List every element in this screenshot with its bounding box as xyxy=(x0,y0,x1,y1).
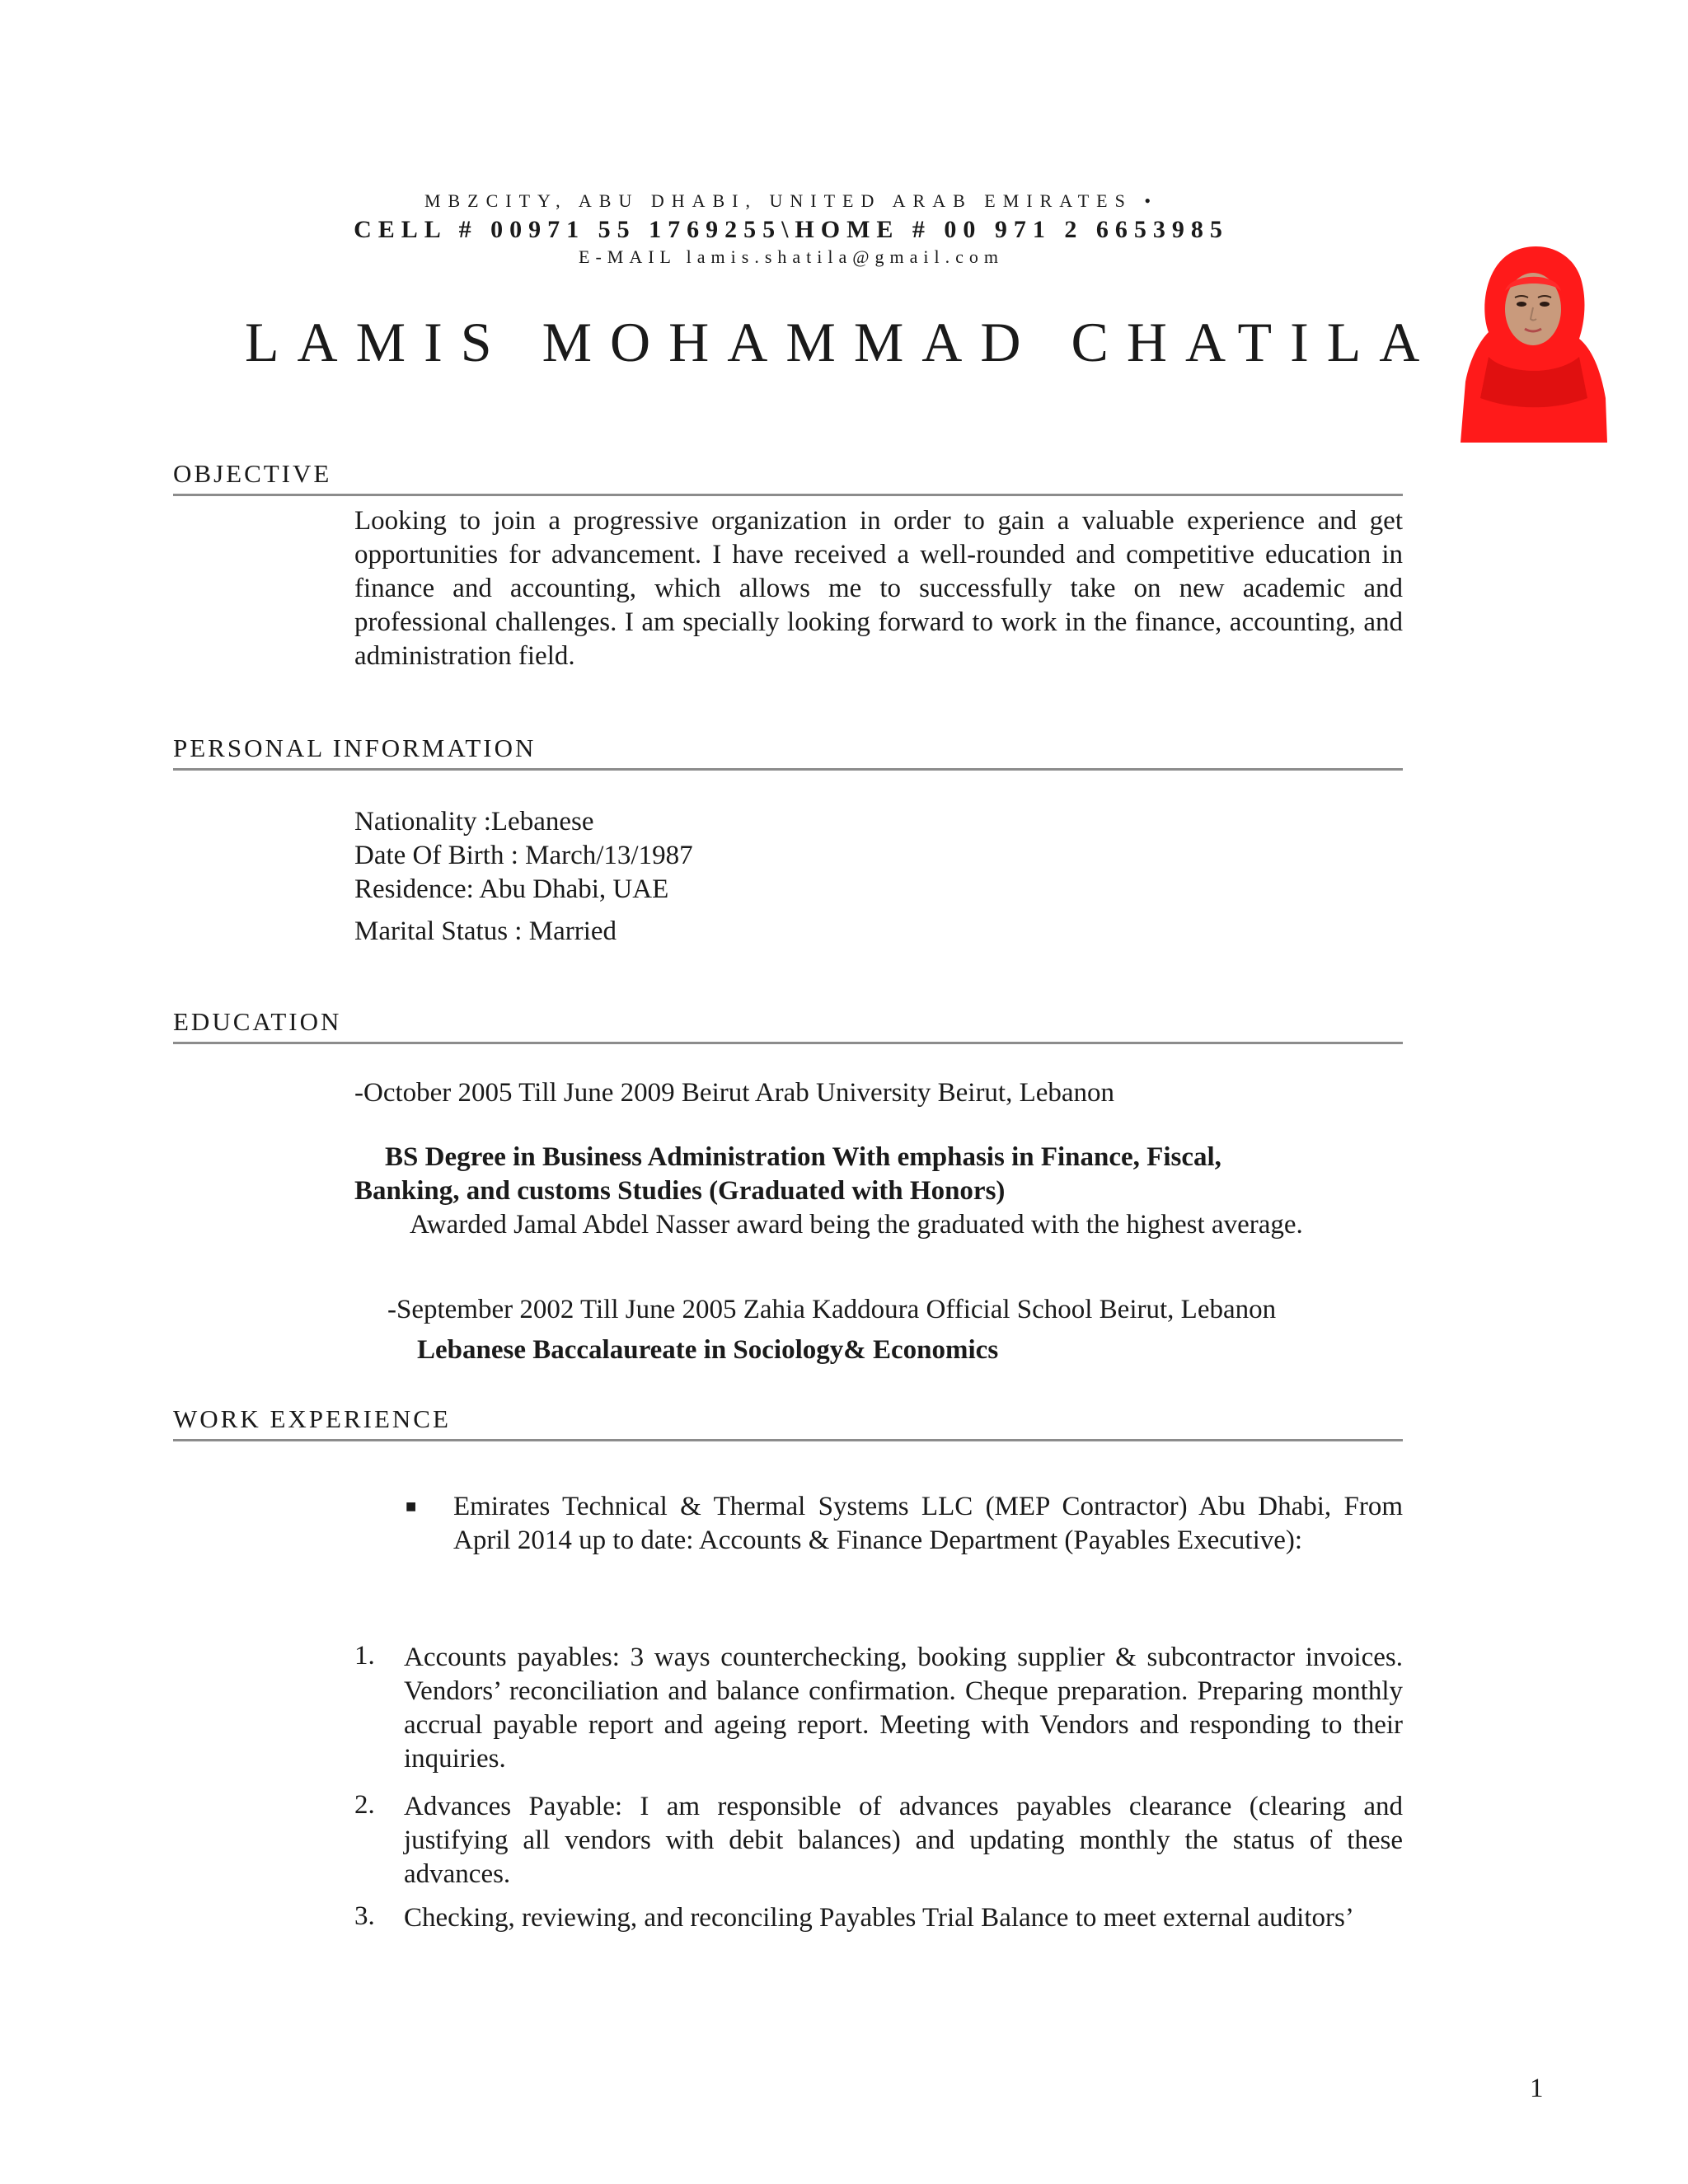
contact-address: MBZCITY, ABU DHABI, UNITED ARAB EMIRATES • xyxy=(424,190,1159,211)
education-award: Awarded Jamal Abdel Nasser award being the graduated with the highest average. xyxy=(410,1210,1303,1240)
work-employer: Emirates Technical & Thermal Systems LLC (MEP Contractor) Abu Dhabi, From April 2014 up to date: Accounts & Finance Department (Payables Executive): xyxy=(453,1492,1403,1555)
education-degree-line-2: Banking, and customs Studies (Graduated with Honors) xyxy=(354,1176,1006,1206)
work-item-text: Accounts payables: 3 ways counterchecking, booking supplier & subcontractor invoices. Vendors’ reconciliation and balance confirmation. Cheque preparation. Preparing monthly accrual payable report and ageing report. Meeting with Vendors and responding to their inquiries. xyxy=(404,1643,1403,1774)
page-number: 1 xyxy=(1530,2074,1544,2103)
profile-photo xyxy=(1456,233,1609,443)
section-personal-title: PERSONAL INFORMATION xyxy=(173,733,1403,771)
education-baccalaureate: Lebanese Baccalaureate in Sociology& Economics xyxy=(417,1335,999,1365)
contact-phone: CELL # 00971 55 1769255\HOME # 00 971 2 6653985 xyxy=(354,216,1229,243)
work-item-number: 1. xyxy=(354,1641,375,1671)
work-item-text: Advances Payable: I am responsible of advances payables clearance (clearing and justifying all vendors with debit balances) and updating monthly the status of these advances. xyxy=(404,1792,1403,1889)
section-objective-title: OBJECTIVE xyxy=(173,459,1403,496)
work-item-number: 3. xyxy=(354,1901,375,1931)
work-item-text: Checking, reviewing, and reconciling Payables Trial Balance to meet external auditors’ xyxy=(404,1903,1354,1933)
nationality: Nationality :Lebanese xyxy=(354,807,594,837)
residence: Residence: Abu Dhabi, UAE xyxy=(354,874,669,904)
education-university: -October 2005 Till June 2009 Beirut Arab University Beirut, Lebanon xyxy=(354,1078,1115,1108)
section-education-title: EDUCATION xyxy=(173,1007,1403,1044)
marital-status: Marital Status : Married xyxy=(354,916,617,946)
objective-text: Looking to join a progressive organization in order to gain a valuable experience and get opportunities for advancement. I have received a well-rounded and competitive education in finance and accounting, which allows me to successfully take on new academic and professional challenges. I am specially looking forward to work in the finance, accounting, and administration field. xyxy=(354,506,1403,671)
portrait-image xyxy=(1456,233,1609,443)
section-work-title: WORK EXPERIENCE xyxy=(173,1404,1403,1441)
candidate-name: LAMIS MOHAMMAD CHATILA xyxy=(245,311,1438,373)
work-item-number: 2. xyxy=(354,1790,375,1820)
bullet-square-icon: ■ xyxy=(406,1496,417,1516)
contact-email: E-MAIL lamis.shatila@gmail.com xyxy=(579,246,1004,267)
education-school: -September 2002 Till June 2005 Zahia Kaddoura Official School Beirut, Lebanon xyxy=(387,1295,1277,1324)
date-of-birth: Date Of Birth : March/13/1987 xyxy=(354,841,693,870)
education-degree-line-1: BS Degree in Business Administration With emphasis in Finance, Fiscal, xyxy=(385,1142,1221,1172)
